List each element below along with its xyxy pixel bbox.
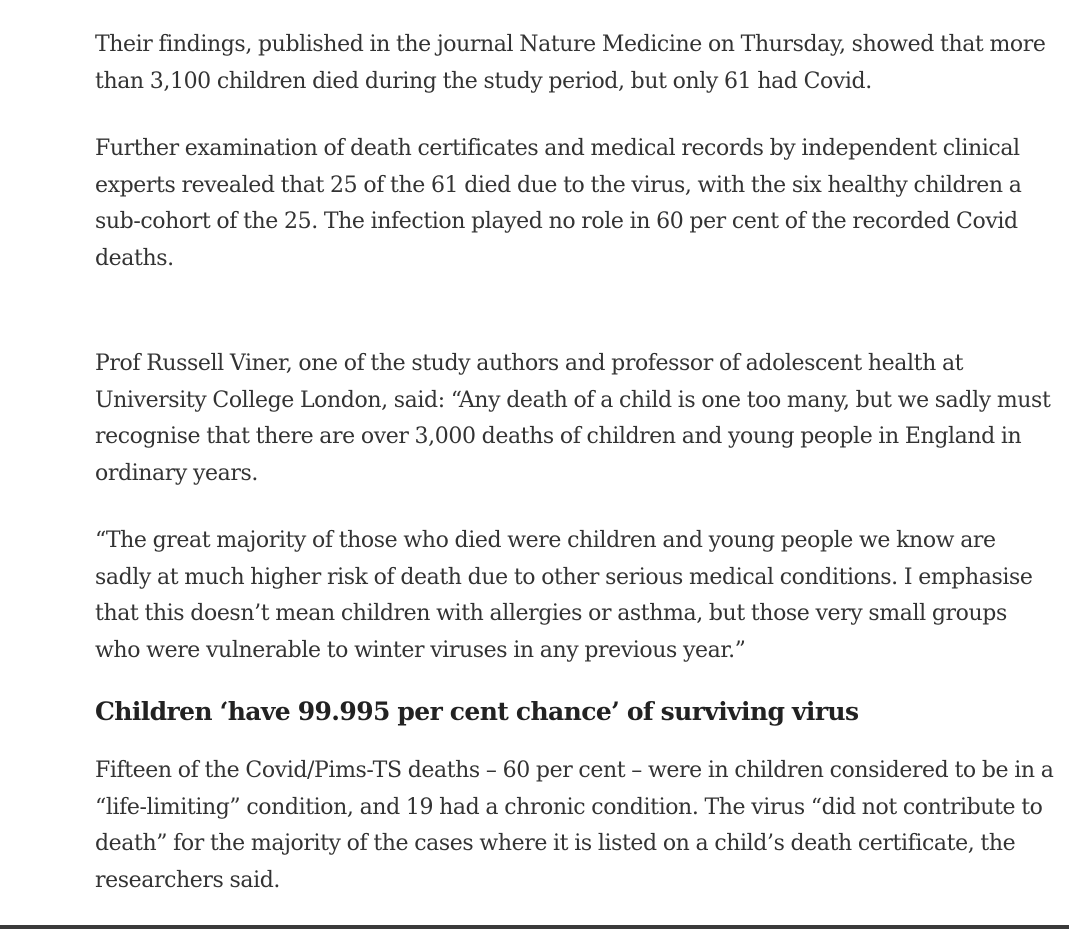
- article-subheading: Children ‘have 99.995 per cent chance’ of surviving virus: [95, 697, 859, 726]
- article-paragraph-findings: Their findings, published in the journal Nature Medicine on Thursday, showed that more than 3,100 children died during the study period, but only 61 had Covid.: [95, 32, 1046, 94]
- article-paragraph-examination: Further examination of death certificates and medical records by independent clinical experts revealed that 25 of the 61 died due to the virus, with the six healthy children a sub-cohort of the 25. The infection played no role in 60 per cent of the recorded Covid deaths.: [95, 136, 1022, 271]
- article-paragraph-viner-quote: Prof Russell Viner, one of the study authors and professor of adolescent health at University College London, said: “Any death of a child is one too many, but we sadly must recognise that there are over 3,000 deaths of children and young people in England in ordinary years.: [95, 351, 1051, 486]
- bottom-divider: [0, 925, 1069, 929]
- article-body: [95, 27, 1055, 899]
- article-paragraph-pims-ts: Fifteen of the Covid/Pims-TS deaths – 60 per cent – were in children considered to be in a “life-limiting” condition, and 19 had a chronic condition. The virus “did not contribute to death” for the majority of the cases where it is listed on a child’s death certificate, the researchers said.: [95, 758, 1054, 893]
- article-paragraph-majority-quote: “The great majority of those who died were children and young people we know are sadly at much higher risk of death due to other serious medical conditions. I emphasise that this doesn’t mean children with allergies or asthma, but those very small groups who were vulnerable to winter viruses in any previous year.”: [95, 528, 1033, 663]
